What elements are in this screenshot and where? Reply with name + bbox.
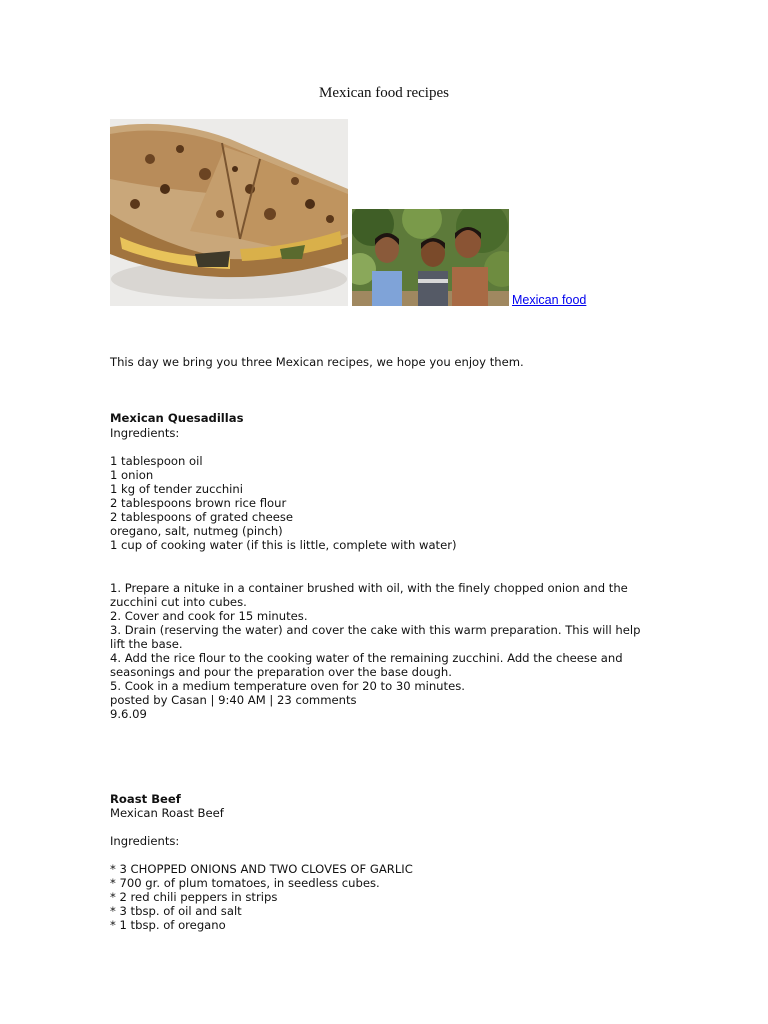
ingredient-item: 1 tablespoon oil (110, 454, 203, 468)
step-line: lift the base. (110, 637, 183, 651)
recipe2-title: Roast Beef (110, 792, 181, 806)
ingredient-item: 2 tablespoons brown rice flour (110, 496, 287, 510)
post-meta: posted by Casan | 9:40 AM | 23 comments (110, 693, 357, 707)
ingredient-item: * 700 gr. of plum tomatoes, in seedless cubes. (110, 876, 380, 890)
page-title: Mexican food recipes (319, 85, 449, 101)
children-photo (352, 209, 509, 306)
recipe1-ingredients-label: Ingredients: (110, 426, 180, 440)
ingredient-item: 1 onion (110, 468, 154, 482)
step-line: seasonings and pour the preparation over the base dough. (110, 665, 452, 679)
ingredient-item: oregano, salt, nutmeg (pinch) (110, 524, 283, 538)
ingredient-item: * 3 CHOPPED ONIONS AND TWO CLOVES OF GARLIC (110, 862, 413, 876)
quesadilla-photo (110, 119, 348, 306)
step-line: zucchini cut into cubes. (110, 595, 247, 609)
post-date: 9.6.09 (110, 707, 147, 721)
step-line: 4. Add the rice flour to the cooking water of the remaining zucchini. Add the cheese and (110, 651, 623, 665)
mexican-food-link[interactable]: Mexican food (512, 293, 587, 307)
step-line: 3. Drain (reserving the water) and cover the cake with this warm preparation. This will help (110, 623, 641, 637)
ingredient-item: * 2 red chili peppers in strips (110, 890, 278, 904)
recipe2-subtitle: Mexican Roast Beef (110, 806, 224, 820)
recipe2-ingredients-label: Ingredients: (110, 834, 180, 848)
step-line: 2. Cover and cook for 15 minutes. (110, 609, 308, 623)
step-line: 5. Cook in a medium temperature oven for 20 to 30 minutes. (110, 679, 465, 693)
ingredient-item: 1 cup of cooking water (if this is little, complete with water) (110, 538, 457, 552)
ingredient-item: * 1 tbsp. of oregano (110, 918, 226, 932)
ingredient-item: 1 kg of tender zucchini (110, 482, 243, 496)
step-line: 1. Prepare a nituke in a container brushed with oil, with the finely chopped onion and the (110, 581, 628, 595)
ingredient-item: * 3 tbsp. of oil and salt (110, 904, 242, 918)
ingredient-item: 2 tablespoons of grated cheese (110, 510, 294, 524)
recipe1-title: Mexican Quesadillas (110, 411, 244, 425)
intro-text: This day we bring you three Mexican recipes, we hope you enjoy them. (110, 355, 524, 369)
